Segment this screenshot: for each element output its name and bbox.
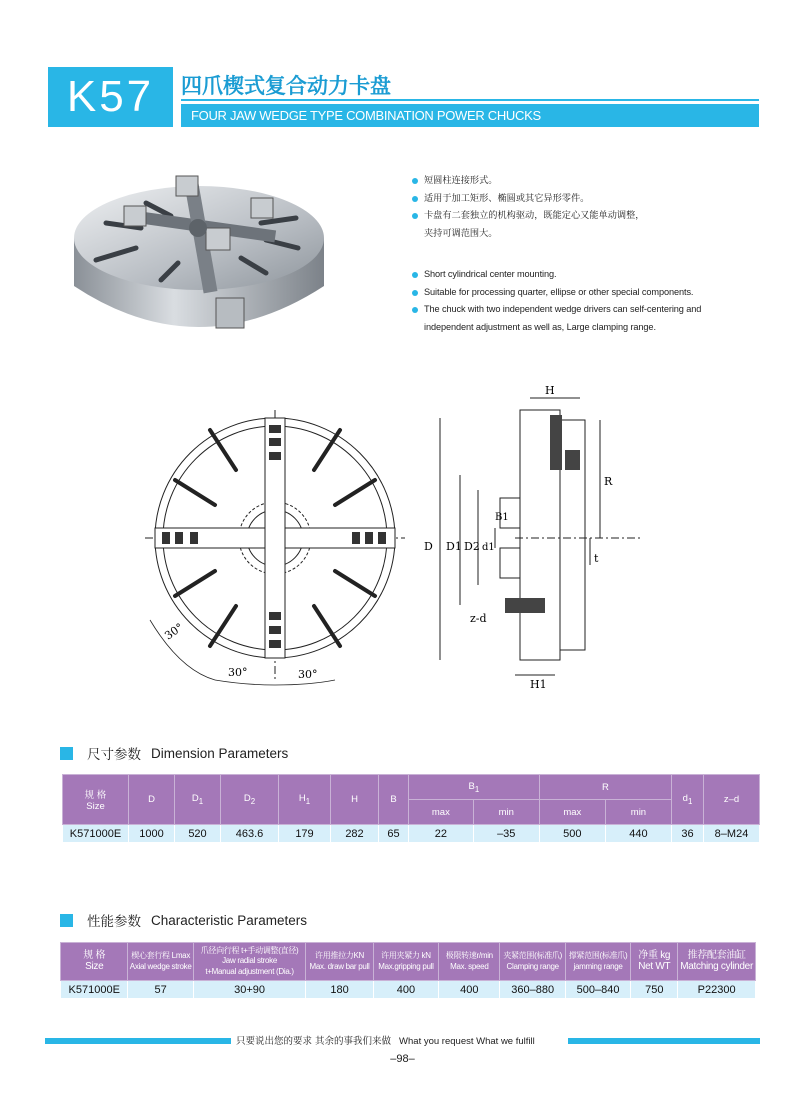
cell: 22: [409, 825, 474, 843]
table-header-row: [63, 775, 760, 800]
header-D2: $D_2$: [221, 775, 279, 825]
header-D1: $D_1$: [175, 775, 221, 825]
cell: 282: [331, 825, 379, 843]
feature-item: Suitable for processing quarter, ellipse or other special components.: [412, 284, 762, 302]
footer-bar-right: [568, 1038, 760, 1044]
cell: 1000: [129, 825, 175, 843]
header-B: B: [379, 775, 409, 825]
feature-item: 短圆柱连接形式。: [412, 172, 762, 190]
header-B1: $B_1$: [409, 775, 540, 800]
dim-label: B1: [495, 512, 509, 523]
header-max-speed: 极限转速r/min Max. speed: [439, 943, 500, 981]
cell: 400: [439, 981, 500, 999]
dim-label: H1: [530, 678, 547, 691]
dimension-table: [62, 774, 760, 843]
header-draw-pull: 许用推拉力KN Max. draw bar pull: [306, 943, 373, 981]
angle-label: 30°: [162, 620, 186, 643]
cell: 360–880: [500, 981, 565, 999]
header-R-max: max: [539, 800, 605, 825]
cell: 440: [605, 825, 671, 843]
header-jaw-stroke: 爪径向行程 t+手动调整(直径) Jaw radial stroke t+Manual adjustment (Dia.): [193, 943, 305, 981]
cell: 65: [379, 825, 409, 843]
header-R-min: min: [605, 800, 671, 825]
header-matching-cylinder: 推荐配套油缸 Matching cylinder: [678, 943, 756, 981]
cell: 500–840: [565, 981, 630, 999]
product-photo: [66, 168, 330, 348]
feature-item: Short cylindrical center mounting.: [412, 266, 762, 284]
dim-label: H: [545, 384, 555, 397]
feature-item: 适用于加工矩形、椭圆或其它异形零件。: [412, 190, 762, 208]
bullet-icon: [412, 213, 418, 219]
title-divider: [181, 99, 759, 101]
header-D: D: [129, 775, 175, 825]
angle-label: 30°: [298, 668, 318, 681]
header-R: R: [539, 775, 671, 800]
bullet-icon: [412, 196, 418, 202]
cell: –35: [473, 825, 539, 843]
section-marker-icon: [60, 914, 73, 927]
cell: 400: [373, 981, 438, 999]
cell: 463.6: [221, 825, 279, 843]
header-jamming-range: 撑紧范围(标准爪) jamming range: [565, 943, 630, 981]
dim-label: D2: [464, 540, 480, 553]
dim-label: d1: [482, 542, 495, 553]
header-size: 规 格 Size: [63, 775, 129, 825]
bullet-icon: [412, 272, 418, 278]
header-B1-min: min: [473, 800, 539, 825]
header-zd: z–d: [704, 775, 760, 825]
bullet-icon: [412, 307, 418, 313]
cell: K571000E: [61, 981, 128, 999]
dim-label: D1: [446, 540, 462, 553]
feature-item: The chuck with two independent wedge drivers can self-centering and: [412, 301, 762, 319]
footer-slogan: 只要说出您的要求 其余的事我们来做 What you request What we fulfill: [236, 1036, 535, 1047]
dim-label: D: [424, 540, 433, 553]
characteristic-table: [60, 942, 756, 999]
title-chinese: 四爪楔式复合动力卡盘: [181, 74, 391, 98]
dim-label: z-d: [470, 612, 487, 625]
page-number: –98–: [390, 1053, 415, 1065]
header-d1: $d_1$: [672, 775, 704, 825]
feature-list: [412, 172, 762, 336]
feature-item: 卡盘有二套独立的机构驱动，既能定心又能单动调整，: [412, 207, 762, 225]
cell: 30+90: [193, 981, 305, 999]
table-row: [61, 981, 756, 999]
header-axial-stroke: 楔心套行程 Lmax Axial wedge stroke: [128, 943, 193, 981]
cell: 36: [672, 825, 704, 843]
table-row: [63, 825, 760, 843]
table-header-row: [61, 943, 756, 981]
section-marker-icon: [60, 747, 73, 760]
feature-item-continued: 夹持可调范围大。: [424, 227, 498, 239]
feature-item-continued: independent adjustment as well as, Large clamping range.: [424, 321, 656, 332]
dim-label: t: [594, 552, 599, 565]
header-clamping-range: 夹紧范围(标准爪) Clamping range: [500, 943, 565, 981]
model-badge: K57: [48, 67, 173, 127]
header-H1: $H_1$: [279, 775, 331, 825]
dimension-section-title: 尺寸参数 Dimension Parameters: [60, 743, 288, 763]
cell: 500: [539, 825, 605, 843]
dim-label: R: [604, 475, 613, 488]
cell: 8–M24: [704, 825, 760, 843]
header-B1-max: max: [409, 800, 474, 825]
characteristic-section-title: 性能参数 Characteristic Parameters: [60, 910, 307, 930]
cell: P22300: [678, 981, 756, 999]
cell: K571000E: [63, 825, 129, 843]
technical-drawing: [120, 380, 660, 700]
angle-label: 30°: [228, 666, 248, 679]
header-net-weight: 净重 kg Net WT: [631, 943, 678, 981]
header-gripping-pull: 许用夹紧力 kN Max.gripping pull: [373, 943, 438, 981]
cell: 520: [175, 825, 221, 843]
bullet-icon: [412, 290, 418, 296]
footer-bar-left: [45, 1038, 231, 1044]
header-H: H: [331, 775, 379, 825]
cell: 180: [306, 981, 373, 999]
title-english: FOUR JAW WEDGE TYPE COMBINATION POWER CHUCKS: [181, 104, 759, 127]
cell: 57: [128, 981, 193, 999]
cell: 179: [279, 825, 331, 843]
header-size: 规 格 Size: [61, 943, 128, 981]
bullet-icon: [412, 178, 418, 184]
cell: 750: [631, 981, 678, 999]
